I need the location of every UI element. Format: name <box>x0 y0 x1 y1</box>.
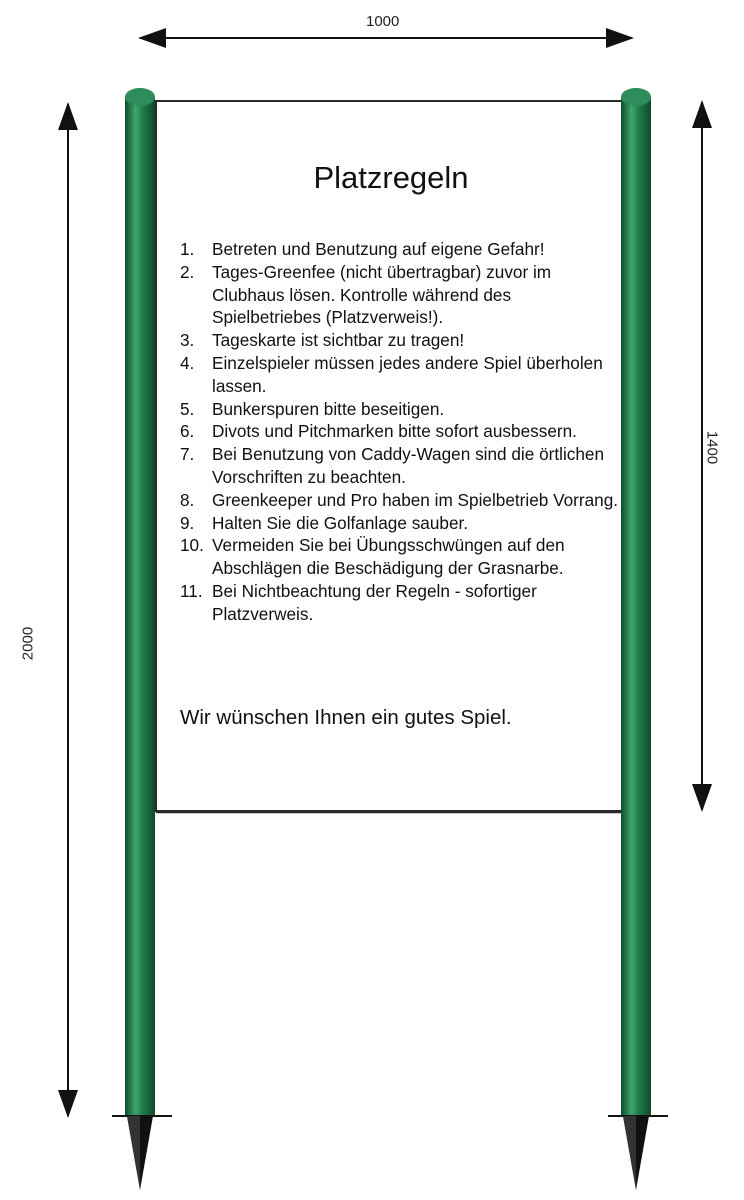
rule-number: 6. <box>180 421 195 442</box>
sign-content <box>158 102 624 810</box>
rule-item <box>180 238 620 261</box>
rule-text: Einzelspieler müssen jedes andere Spiel überholen lassen. <box>212 352 603 396</box>
rule-number: 1. <box>180 239 195 259</box>
rule-text: Bunkerspuren bitte beseitigen. <box>212 398 445 419</box>
rule-text: Tageskarte ist sichtbar zu tragen! <box>212 330 465 351</box>
rule-item <box>180 580 620 626</box>
closing-message: Wir wünschen Ihnen ein gutes Spiel. <box>180 706 512 729</box>
rule-item <box>180 420 620 443</box>
rule-number: 5. <box>180 398 195 419</box>
rule-item <box>180 398 620 421</box>
rule-text: Bei Nichtbeachtung der Regeln - sofortiger Platzverweis. <box>212 580 537 624</box>
sign-height-dimension-label: 1400 <box>703 430 721 465</box>
width-dimension-label: 1000 <box>366 13 400 30</box>
rule-item <box>180 489 620 512</box>
rule-item <box>180 352 620 398</box>
rule-number: 4. <box>180 352 195 373</box>
rule-text: Greenkeeper und Pro haben im Spielbetrieb Vorrang. <box>212 489 619 510</box>
rule-item <box>180 261 620 329</box>
rule-text: Vermeiden Sie bei Übungsschwüngen auf den Abschlägen die Beschädigung der Grasnarbe. <box>212 535 565 579</box>
rules-list <box>180 238 620 626</box>
sign-title: Platzregeln <box>313 160 469 195</box>
rule-item <box>180 534 620 580</box>
rule-number: 9. <box>180 512 195 533</box>
rule-text: Tages-Greenfee (nicht übertragbar) zuvor im Clubhaus lösen. Kontrolle während des Spielbetriebes (Platzverweis!). <box>212 261 552 328</box>
rule-number: 3. <box>180 330 195 351</box>
rule-text: Halten Sie die Golfanlage sauber. <box>212 512 469 533</box>
rule-number: 8. <box>180 489 195 510</box>
rule-item <box>180 329 620 352</box>
rule-text: Betreten und Benutzung auf eigene Gefahr! <box>212 239 545 259</box>
rule-number: 2. <box>180 261 195 282</box>
rule-text: Bei Benutzung von Caddy-Wagen sind die örtlichen Vorschriften zu beachten. <box>212 444 605 487</box>
rule-number: 11. <box>180 580 203 601</box>
rule-item <box>180 512 620 535</box>
rule-number: 7. <box>180 444 195 465</box>
total-height-dimension-label: 2000 <box>19 626 37 661</box>
rule-item <box>180 443 620 489</box>
rule-text: Divots und Pitchmarken bitte sofort ausbessern. <box>212 421 577 442</box>
rule-number: 10. <box>180 535 204 556</box>
